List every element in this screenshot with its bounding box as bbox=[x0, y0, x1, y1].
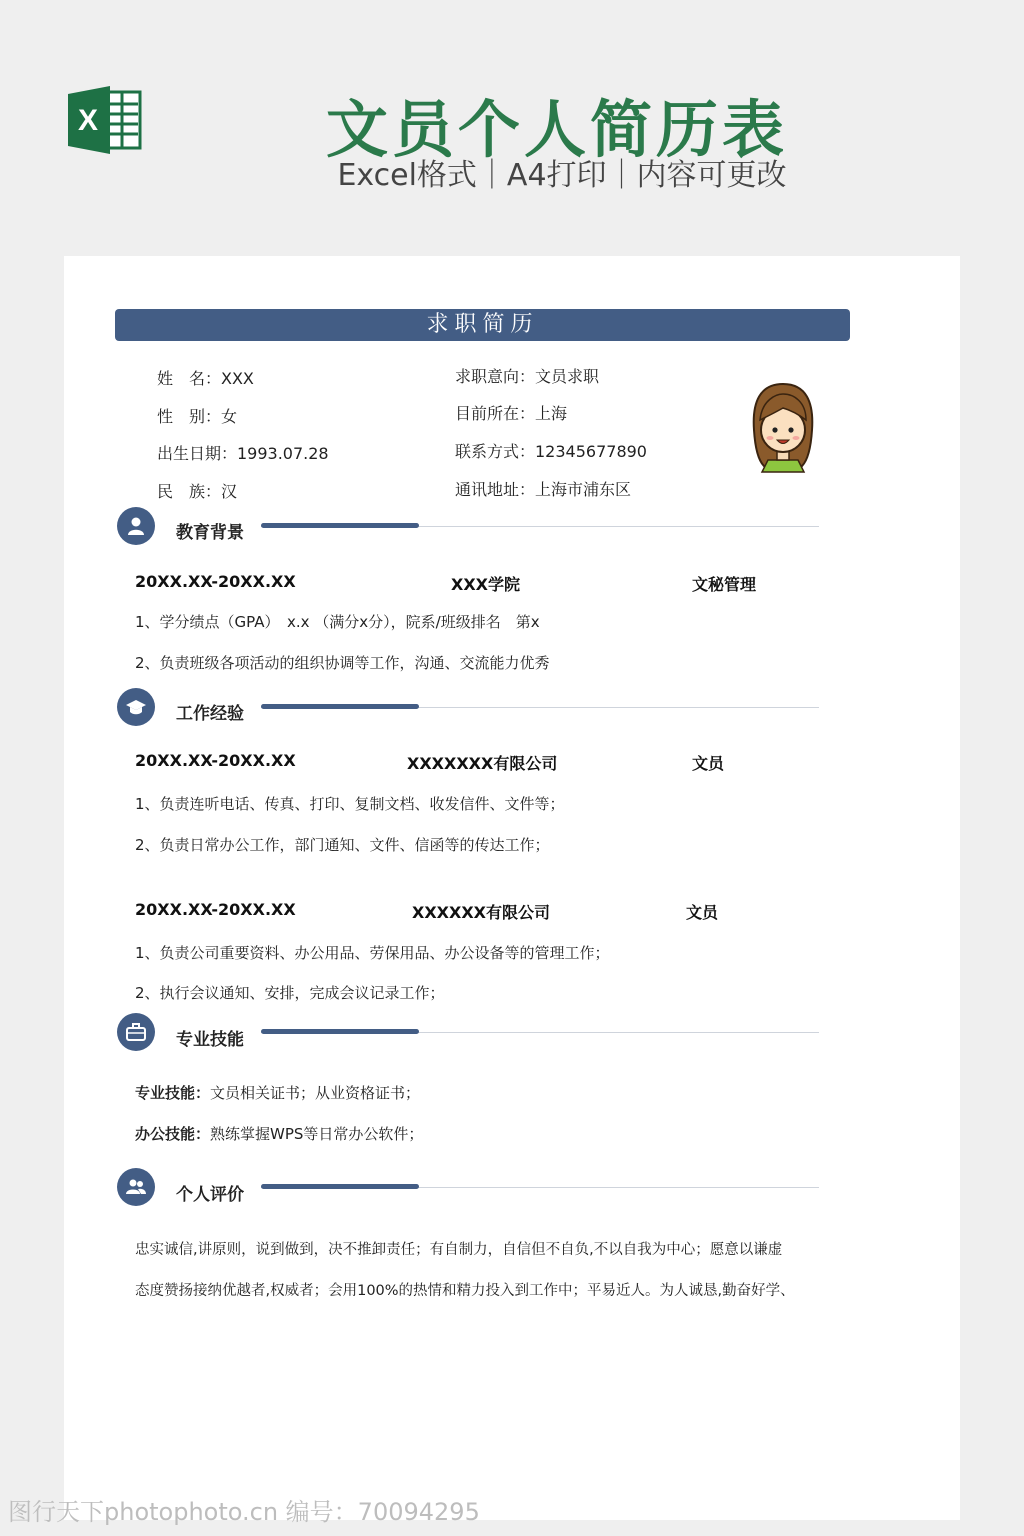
skill-text: 文员相关证书；从业资格证书； bbox=[210, 1084, 421, 1102]
education-user-icon bbox=[117, 507, 155, 545]
job-1-period: 20XX.XX-20XX.XX bbox=[135, 751, 296, 770]
edu-line-1: 1、学分绩点（GPA） x.x （满分x分），院系/班级排名 第x bbox=[135, 613, 540, 631]
info-gender: 性 别：女 bbox=[157, 407, 238, 426]
job-1-company: XXXXXXX有限公司 bbox=[407, 754, 558, 773]
section-title-skills: 专业技能 bbox=[176, 1030, 244, 1050]
edu-major: 文秘管理 bbox=[692, 575, 757, 594]
job-2-period: 20XX.XX-20XX.XX bbox=[135, 900, 296, 919]
job-1-role: 文员 bbox=[692, 754, 725, 773]
evaluation-line-2: 态度赞扬接纳优越者,权威者；会用100%的热情和精力投入到工作中；平易近人。为人诚恳,勤奋好学、 bbox=[135, 1283, 795, 1299]
section-divider-accent bbox=[261, 1184, 419, 1189]
edu-line-2: 2、负责班级各项活动的组织协调等工作，沟通、交流能力优秀 bbox=[135, 654, 550, 672]
page-title: 文员个人简历表 bbox=[325, 93, 788, 166]
info-objective: 求职意向：文员求职 bbox=[455, 367, 600, 386]
resume-paper bbox=[64, 256, 960, 1520]
info-location: 目前所在：上海 bbox=[455, 404, 568, 423]
job-1-line-1: 1、负责连听电话、传真、打印、复制文档、收发信件、文件等； bbox=[135, 795, 565, 813]
skill-item-professional bbox=[135, 1082, 420, 1103]
job-1-line-2: 2、负责日常办公工作，部门通知、文件、信函等的传达工作； bbox=[135, 836, 550, 854]
section-title-work: 工作经验 bbox=[176, 704, 244, 724]
edu-school: XXX学院 bbox=[451, 575, 521, 594]
section-divider-accent bbox=[261, 523, 419, 528]
resume-banner: 求职简历 bbox=[115, 309, 850, 341]
evaluation-line-1: 忠实诚信,讲原则，说到做到，决不推卸责任；有自制力，自信但不自负,不以自我为中心；愿意以谦虚 bbox=[135, 1242, 783, 1258]
job-2-line-2: 2、执行会议通知、安排，完成会议记录工作； bbox=[135, 984, 445, 1002]
evaluation-people-icon bbox=[117, 1168, 155, 1206]
skill-text: 熟练掌握WPS等日常办公软件； bbox=[210, 1125, 424, 1143]
page-subtitle: Excel格式｜A4打印｜内容可更改 bbox=[337, 158, 787, 193]
info-name: 姓 名：XXX bbox=[157, 369, 254, 388]
section-divider-accent bbox=[261, 1029, 419, 1034]
section-title-evaluation: 个人评价 bbox=[176, 1185, 244, 1205]
skill-item-office bbox=[135, 1123, 423, 1144]
info-contact: 联系方式：12345677890 bbox=[455, 442, 647, 461]
skill-label: 办公技能： bbox=[135, 1125, 211, 1143]
section-divider-accent bbox=[261, 704, 419, 709]
job-2-role: 文员 bbox=[686, 903, 719, 922]
job-2-company: XXXXXX有限公司 bbox=[412, 903, 551, 922]
work-graduation-cap-icon bbox=[117, 688, 155, 726]
info-ethnicity: 民 族：汉 bbox=[157, 482, 238, 501]
excel-logo-letter: X bbox=[77, 104, 99, 137]
skill-label: 专业技能： bbox=[135, 1084, 211, 1102]
edu-period: 20XX.XX-20XX.XX bbox=[135, 572, 296, 591]
info-birth: 出生日期：1993.07.28 bbox=[157, 444, 329, 463]
job-2-line-1: 1、负责公司重要资料、办公用品、劳保用品、办公设备等的管理工作； bbox=[135, 944, 610, 962]
avatar bbox=[750, 380, 816, 474]
skills-briefcase-icon bbox=[117, 1013, 155, 1051]
info-address: 通讯地址：上海市浦东区 bbox=[455, 480, 632, 499]
watermark: 图行天下photophoto.cn 编号：70094295 bbox=[8, 1498, 480, 1526]
section-title-education: 教育背景 bbox=[176, 523, 244, 543]
